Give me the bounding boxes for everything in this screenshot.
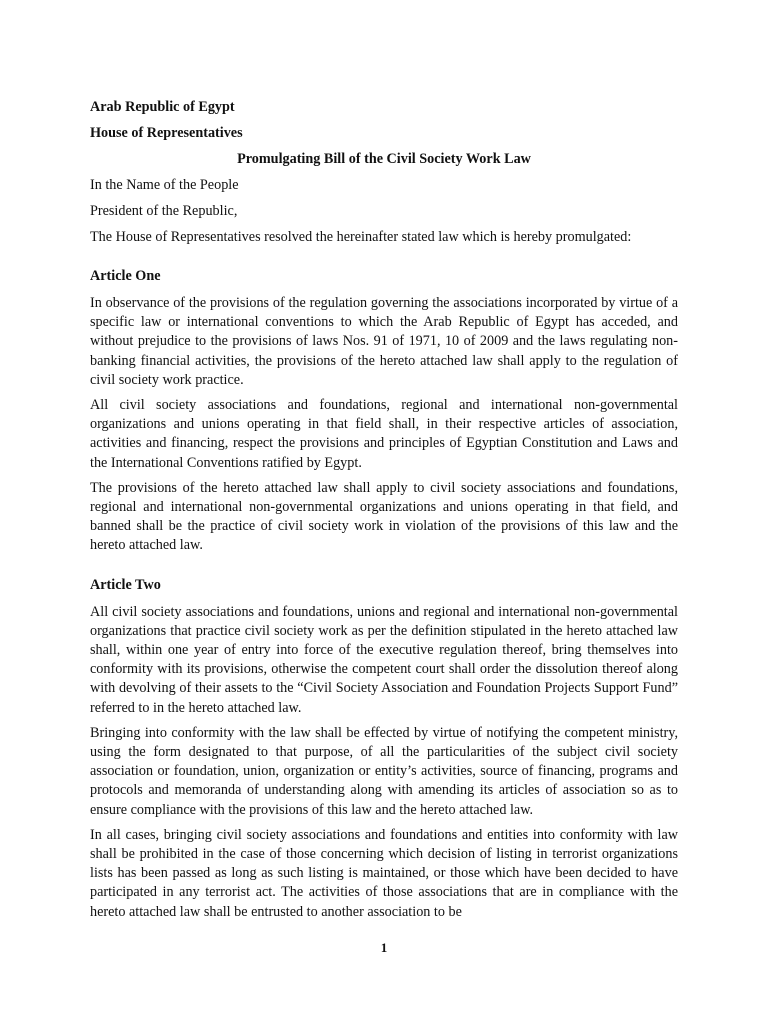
article-two-paragraph: In all cases, bringing civil society associations and foundations and entities into conformity with law shall be prohibited in the case of those concerning which decision of listing in terrorist organizations lists has been passed as long as such listing is maintained, or those which have been decided to have participated in any terrorist act. The activities of those associations that are in compliance with the hereto attached law shall be entrusted to another association to be: [90, 826, 678, 920]
intro-line-people: In the Name of the People: [90, 177, 239, 193]
article-one-paragraph: All civil society associations and foundations, regional and international non-governmental organizations and unions operating in that field shall, in their respective articles of association, activities and financing, respect the provisions and principles of Egyptian Constitution and Laws and the International Conventions ratified by Egypt.: [90, 397, 678, 471]
article-one-paragraph: In observance of the provisions of the regulation governing the associations incorporated by virtue of a specific law or international conventions to which the Arab Republic of Egypt has acceded, and without prejudice to the provisions of laws Nos. 91 of 1971, 10 of 2009 and the laws regulating non-banking financial activities, the provisions of the hereto attached law shall apply to the regulation of civil society work practice.: [90, 295, 678, 388]
article-one-paragraph: The provisions of the hereto attached law shall apply to civil society associations and foundations, regional and international non-governmental organizations and unions operating in that field, and banned shall be the practice of civil society work in violation of the provisions of this law and the hereto attached law.: [90, 479, 678, 554]
intro-line-president: President of the Republic,: [90, 203, 238, 219]
country-line: Arab Republic of Egypt: [90, 99, 235, 115]
article-one-heading: Article One: [90, 268, 161, 284]
intro-line-resolution: The House of Representatives resolved the hereinafter stated law which is hereby promulgated:: [90, 229, 632, 245]
bill-title: Promulgating Bill of the Civil Society Work Law: [237, 151, 531, 167]
document-page: [90, 98, 678, 928]
article-two-heading: Article Two: [90, 576, 161, 593]
article-two-paragraph: Bringing into conformity with the law shall be effected by virtue of notifying the competent ministry, using the form designated to that purpose, of all the particularities of the subject civil society association or foundation, union, organization or entity’s activities, source of financing, programs and protocols and memoranda of understanding along with amending its articles of association so as to ensure compliance with the provisions of this law and the hereto attached law.: [90, 724, 678, 818]
page-number: 1: [380, 940, 388, 955]
article-two-paragraph: All civil society associations and foundations, unions and regional and international non-governmental organizations that practice civil society work as per the definition stipulated in the hereto attached law shall, within one year of entry into force of the executive regulation thereof, bring themselves into conformity with its provisions, otherwise the competent court shall order the dissolution thereof along with devolving of their assets to the “Civil Society Association and Foundation Projects Support Fund” referred to in the hereto attached law.: [90, 603, 678, 716]
house-line: House of Representatives: [90, 125, 243, 141]
